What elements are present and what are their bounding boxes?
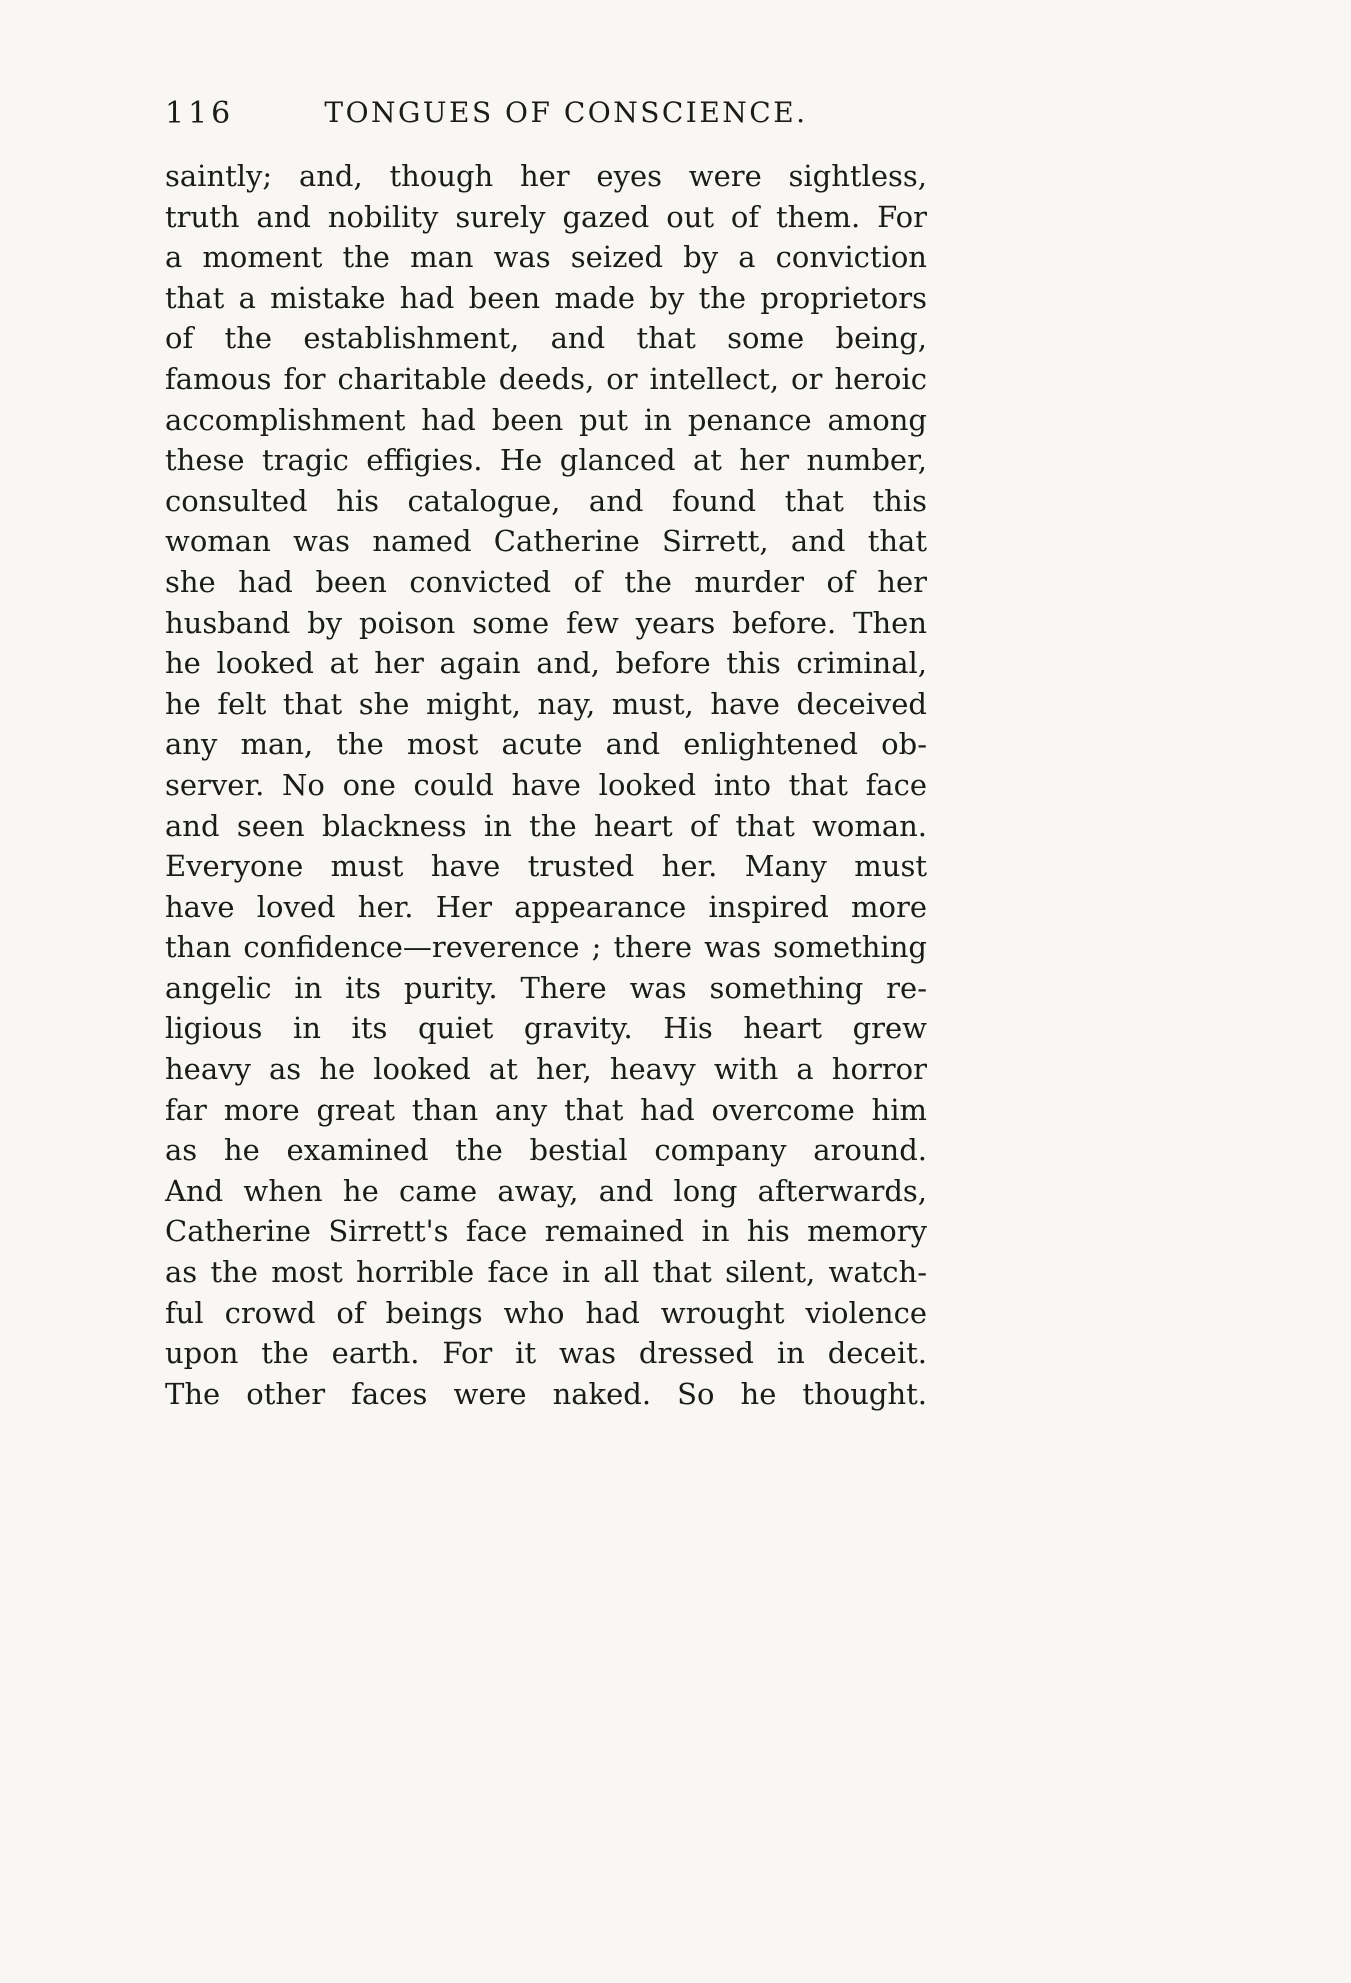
- text-line: of the establishment, and that some being,: [165, 321, 927, 356]
- text-line: she had been convicted of the murder of her: [165, 564, 927, 599]
- page-header: [165, 96, 927, 142]
- running-header-title: TONGUES OF CONSCIENCE.: [324, 96, 808, 129]
- text-line: consulted his catalogue, and found that this: [165, 483, 927, 518]
- text-line: server. No one could have looked into that face: [165, 767, 927, 802]
- page-body: [165, 156, 927, 1414]
- text-line: far more great than any that had overcome him: [165, 1092, 927, 1127]
- text-line: Everyone must have trusted her. Many must: [165, 849, 927, 884]
- page-number: 116: [165, 96, 235, 131]
- text-line: ligious in its quiet gravity. His heart grew: [165, 1011, 927, 1046]
- text-line: famous for charitable deeds, or intellect, or heroic: [165, 361, 927, 396]
- text-line: these tragic effigies. He glanced at her number,: [165, 443, 927, 478]
- text-line: he felt that she might, nay, must, have deceived: [165, 686, 927, 721]
- text-line: as the most horrible face in all that silent, watch-: [165, 1255, 927, 1290]
- text-line: And when he came away, and long afterwards,: [165, 1173, 927, 1208]
- text-line: Catherine Sirrett's face remained in his memory: [165, 1214, 927, 1249]
- text-line: The other faces were naked. So he thought.: [165, 1376, 927, 1411]
- text-line: saintly; and, though her eyes were sightless,: [165, 159, 927, 193]
- text-line: accomplishment had been put in penance among: [165, 402, 927, 437]
- text-line: upon the earth. For it was dressed in deceit.: [165, 1336, 927, 1371]
- text-line: as he examined the bestial company around.: [165, 1133, 927, 1168]
- text-line: ful crowd of beings who had wrought violence: [165, 1295, 927, 1330]
- text-line: a moment the man was seized by a conviction: [165, 240, 927, 275]
- text-line: that a mistake had been made by the proprietors: [165, 280, 927, 315]
- text-line: husband by poison some few years before. Then: [165, 605, 927, 640]
- text-line: than confidence—reverence ; there was something: [165, 930, 927, 965]
- text-line: any man, the most acute and enlightened ob-: [165, 727, 927, 762]
- text-line: and seen blackness in the heart of that woman.: [165, 808, 927, 843]
- text-line: woman was named Catherine Sirrett, and that: [165, 524, 927, 559]
- text-line: have loved her. Her appearance inspired more: [165, 889, 927, 924]
- text-line: angelic in its purity. There was something re-: [165, 970, 927, 1005]
- page-content: [165, 96, 927, 1414]
- text-line: heavy as he looked at her, heavy with a horror: [165, 1052, 927, 1087]
- text-line: truth and nobility surely gazed out of them. For: [165, 199, 927, 234]
- text-line: he looked at her again and, before this criminal,: [165, 646, 927, 681]
